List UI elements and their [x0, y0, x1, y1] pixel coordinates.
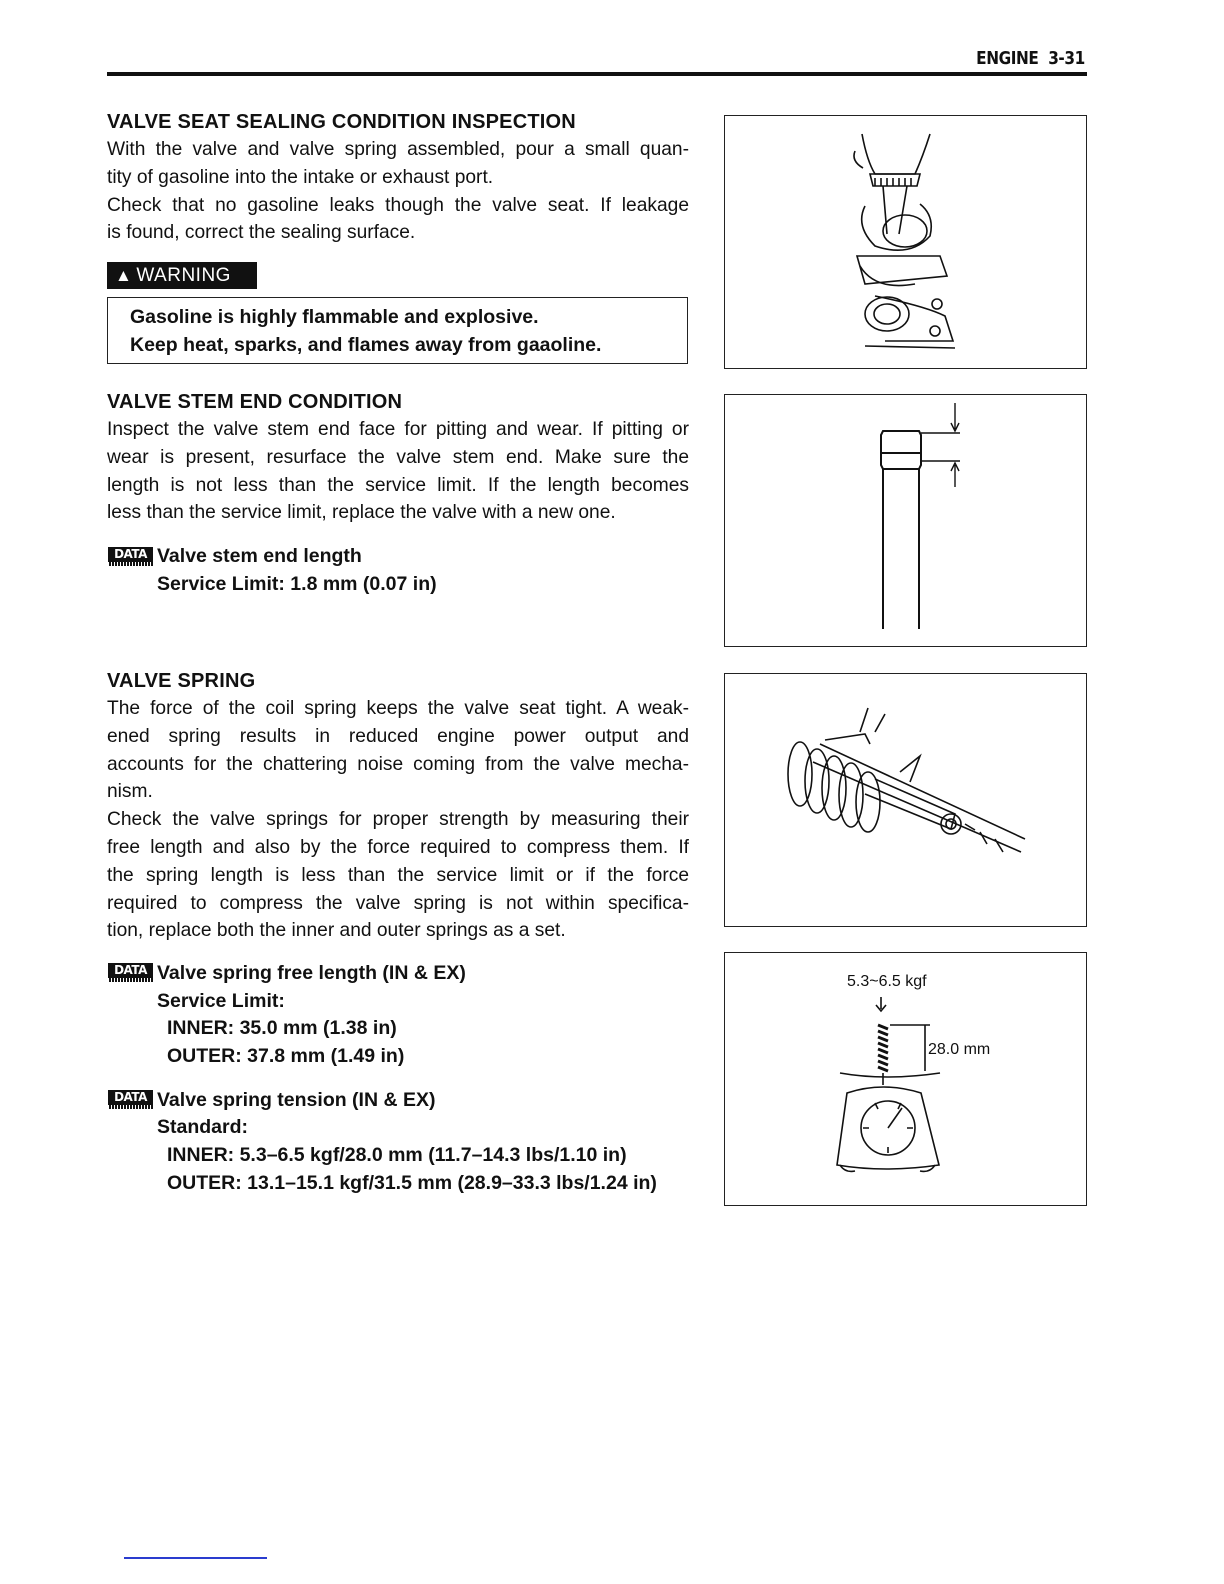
valve-seat-line: Check that no gasoline leaks though the valve seat. If leakage	[107, 194, 689, 216]
valve-stem-line: Inspect the valve stem end face for pitting and wear. If pitting or	[107, 419, 689, 440]
tension-tester-illustration	[725, 953, 1085, 1204]
gasoline-pour-illustration	[725, 116, 1085, 367]
tension-inner: INNER: 5.3–6.5 kgf/28.0 mm (11.7–14.3 lbs/1.10 in)	[167, 1144, 627, 1166]
valve-spring-line: required to compress the valve spring is not within specifica-	[107, 892, 689, 914]
figure-spring-caliper	[724, 673, 1087, 927]
warning-line: Gasoline is highly flammable and explosive.	[130, 306, 539, 328]
valve-spring-line: Check the valve springs for proper strength by measuring their	[107, 809, 689, 831]
valve-spring-heading: VALVE SPRING	[107, 670, 256, 692]
stem-spec-limit: Service Limit: 1.8 mm (0.07 in)	[157, 573, 437, 595]
figure-spring-tension	[724, 952, 1087, 1206]
valve-spring-line: The force of the coil spring keeps the valve seat tight. A weak-	[107, 698, 689, 719]
valve-stem-illustration	[725, 395, 1085, 645]
header-label	[976, 48, 1085, 69]
caliper-illustration	[725, 674, 1085, 925]
valve-stem-line: wear is present, resurface the valve stem end. Make sure the	[107, 446, 689, 468]
valve-spring-line: accounts for the chattering noise coming from the valve mecha-	[107, 753, 689, 775]
data-icon: DATA	[108, 1090, 153, 1109]
warning-label: WARNING	[136, 265, 231, 286]
data-icon: DATA	[108, 547, 153, 566]
free-length-inner: INNER: 35.0 mm (1.38 in)	[167, 1017, 397, 1039]
valve-seat-line: With the valve and valve spring assembled, pour a small quan-	[107, 139, 689, 160]
page-number: 3-31	[1048, 48, 1085, 69]
valve-spring-line: tion, replace both the inner and outer springs as a set.	[107, 920, 566, 942]
tension-force-label: 5.3~6.5 kgf	[847, 973, 927, 990]
warning-triangle-icon: ▲	[115, 266, 133, 285]
free-length-sub: Service Limit:	[157, 990, 285, 1012]
valve-seat-line: is found, correct the sealing surface.	[107, 222, 416, 244]
valve-stem-line: less than the service limit, replace the valve with a new one.	[107, 502, 616, 524]
valve-stem-line: length is not less than the service limit. If the length becomes	[107, 474, 689, 496]
stem-spec-title: Valve stem end length	[157, 545, 362, 567]
free-length-outer: OUTER: 37.8 mm (1.49 in)	[167, 1045, 405, 1067]
header-section: ENGINE	[976, 48, 1039, 69]
valve-seat-line: tity of gasoline into the intake or exhaust port.	[107, 166, 494, 188]
valve-seat-heading: VALVE SEAT SEALING CONDITION INSPECTION	[107, 111, 576, 133]
valve-stem-text	[107, 416, 689, 527]
page-header	[107, 46, 1087, 76]
valve-seat-text	[107, 136, 689, 247]
warning-box	[107, 297, 688, 364]
valve-spring-line: nism.	[107, 781, 153, 803]
warning-line: Keep heat, sparks, and flames away from gaaoline.	[130, 334, 602, 356]
valve-spring-line: ened spring results in reduced engine power output and	[107, 725, 689, 747]
valve-stem-heading: VALVE STEM END CONDITION	[107, 391, 403, 413]
valve-spring-text	[107, 695, 689, 945]
tension-outer: OUTER: 13.1–15.1 kgf/31.5 mm (28.9–33.3 lbs/1.24 in)	[167, 1172, 657, 1194]
tension-sub: Standard:	[157, 1116, 249, 1138]
valve-spring-line: free length and also by the force required to compress them. If	[107, 836, 689, 858]
data-icon: DATA	[108, 963, 153, 982]
arrow-down-icon	[876, 997, 886, 1011]
footer-rule	[124, 1557, 267, 1559]
warning-badge	[107, 262, 257, 289]
figure-valve-stem-end	[724, 394, 1087, 647]
valve-spring-line: the spring length is less than the service limit or if the force	[107, 864, 689, 886]
tension-length-label: 28.0 mm	[928, 1041, 991, 1058]
figure-gasoline-pour	[724, 115, 1087, 369]
free-length-title: Valve spring free length (IN & EX)	[157, 962, 466, 984]
tension-title: Valve spring tension (IN & EX)	[157, 1089, 436, 1111]
